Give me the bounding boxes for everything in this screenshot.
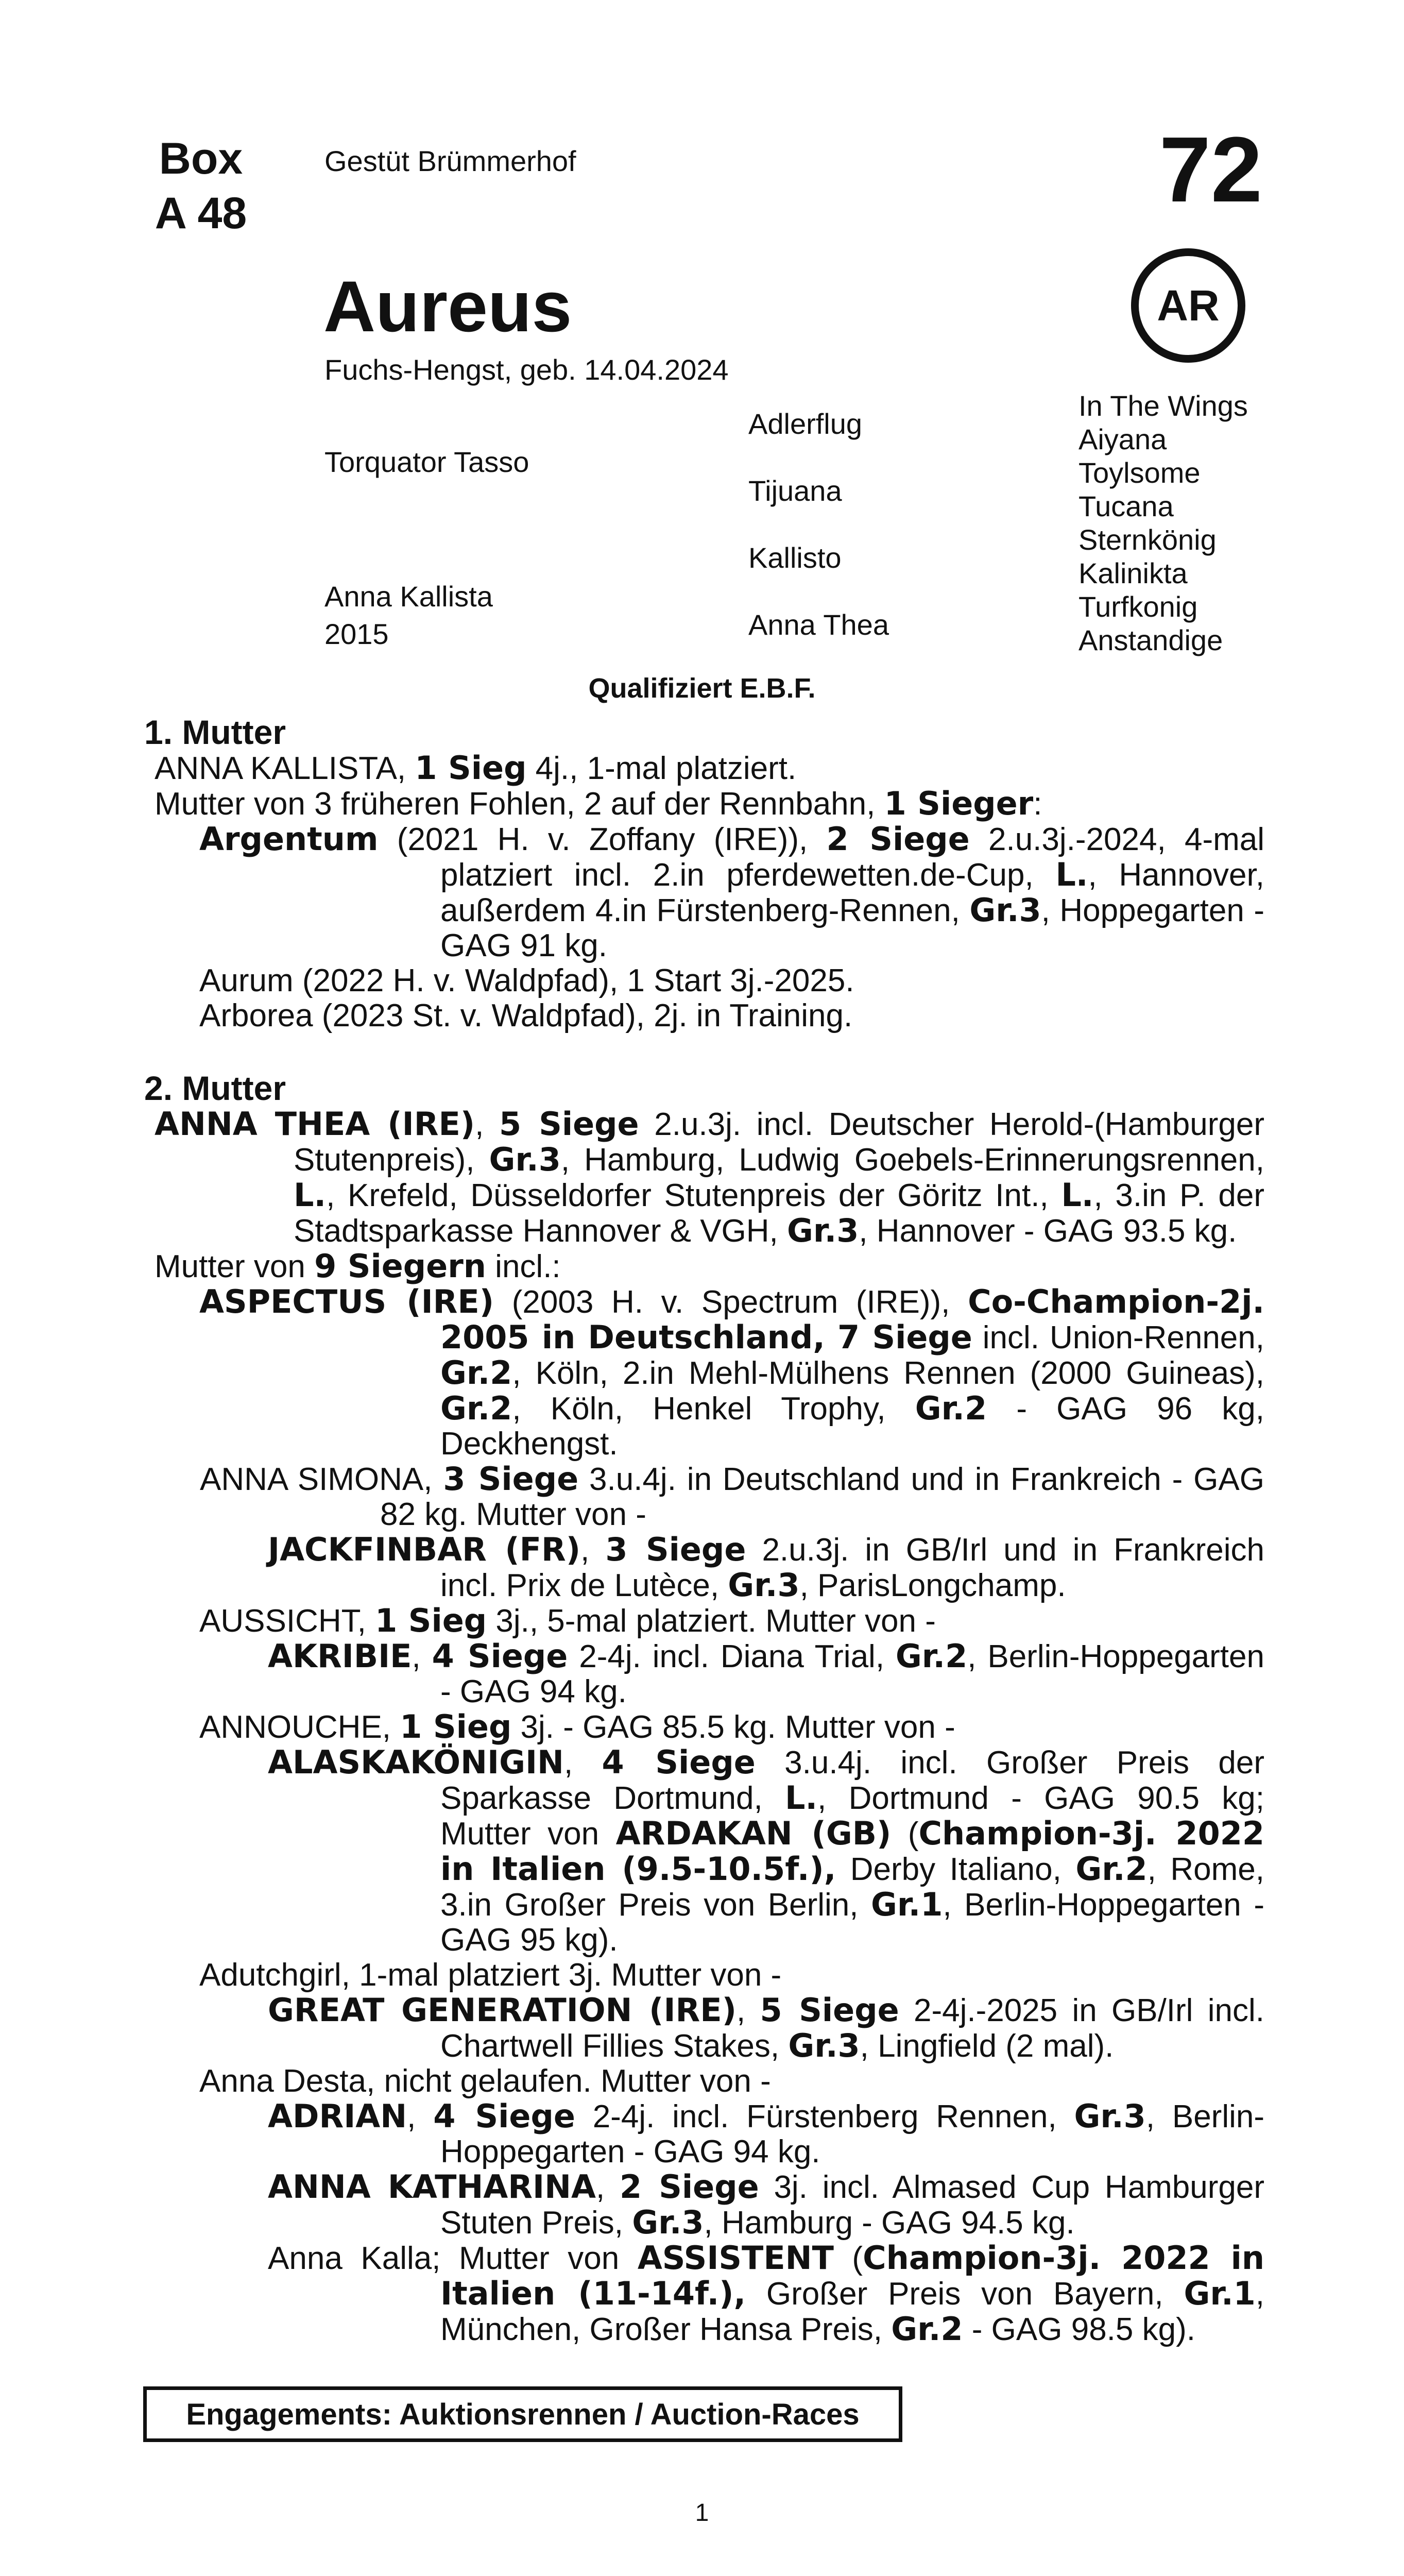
qualification-note: Qualifiziert E.B.F. bbox=[588, 673, 816, 704]
produce-entry-aspectus: ASPECTUS (IRE) (2003 H. v. Spectrum (IRE)), Co-Champion-2j. 2005 in Deutschland, 7 Siege incl. Union-Rennen, Gr.2, Köln, 2.in Mehl-Mülhens Rennen (2000 Guineas), Gr.2, Köln, Henkel Trophy, Gr.2 - GAG 96 kg, Deckhengst. bbox=[199, 1283, 1265, 1462]
page-number: 1 bbox=[695, 2499, 709, 2527]
produce-entry-adutchgirl: Adutchgirl, 1-mal platziert 3j. Mutter von - bbox=[199, 1957, 782, 1993]
pedigree-dam: Anna Kallista bbox=[324, 580, 493, 613]
second-dam-produce-summary: Mutter von 9 Siegern incl.: bbox=[155, 1247, 561, 1285]
pedigree-great-grandparent: In The Wings bbox=[1078, 389, 1248, 422]
produce-entry-arborea: Arborea (2023 St. v. Waldpfad), 2j. in Training. bbox=[199, 998, 853, 1033]
pedigree-sire: Torquator Tasso bbox=[324, 446, 529, 478]
engagements-label: Engagements: Auktionsrennen / Auction-Races bbox=[186, 2397, 860, 2431]
lot-number: 72 bbox=[1159, 118, 1262, 222]
box-number bbox=[134, 131, 268, 241]
horse-name: Aureus bbox=[323, 266, 572, 347]
produce-entry-anna-desta: Anna Desta, nicht gelaufen. Mutter von - bbox=[199, 2063, 771, 2099]
produce-entry-anna-simona: ANNA SIMONA, 3 Siege 3.u.4j. in Deutschland und in Frankreich - GAG 82 kg. Mutter von - bbox=[200, 1460, 1264, 1532]
pedigree-dam-year: 2015 bbox=[324, 618, 389, 650]
pedigree-grandparent: Tijuana bbox=[748, 474, 842, 507]
pedigree-great-grandparent: Aiyana bbox=[1078, 423, 1167, 455]
pedigree-great-grandparent: Toylsome bbox=[1078, 456, 1201, 489]
first-dam-produce-summary: Mutter von 3 früheren Fohlen, 2 auf der Rennbahn, 1 Sieger: bbox=[155, 785, 1042, 822]
pedigree-great-grandparent: Tucana bbox=[1078, 490, 1174, 522]
produce-entry-anna-kalla: Anna Kalla; Mutter von ASSISTENT (Champion-3j. 2022 in Italien (11-14f.), Großer Preis von Bayern, Gr.1, München, Großer Hansa Preis, Gr.2 - GAG 98.5 kg). bbox=[268, 2239, 1265, 2348]
second-dam-heading: 2. Mutter bbox=[144, 1069, 286, 1107]
produce-entry-argentum: Argentum (2021 H. v. Zoffany (IRE)), 2 Siege 2.u.3j.-2024, 4-mal platziert incl. 2.in pferdewetten.de-Cup, L., Hannover, außerdem 4.in Fürstenberg-Rennen, Gr.3, Hoppegarten - GAG 91 kg. bbox=[199, 820, 1264, 963]
catalogue-text bbox=[144, 714, 1264, 2347]
pedigree-grandparent: Kallisto bbox=[748, 541, 842, 574]
box-label: Box bbox=[159, 134, 243, 183]
pedigree-grandparent: Anna Thea bbox=[748, 608, 889, 641]
first-dam-record: ANNA KALLISTA, 1 Sieg 4j., 1-mal platziert. bbox=[155, 749, 797, 787]
box-id: A 48 bbox=[155, 189, 247, 238]
pedigree-great-grandparent: Turfkonig bbox=[1078, 590, 1198, 623]
produce-entry-jackfinbar: JACKFINBAR (FR), 3 Siege 2.u.3j. in GB/Irl und in Frankreich incl. Prix de Lutèce, Gr.3, ParisLongchamp. bbox=[268, 1531, 1264, 1604]
pedigree-great-grandparent: Kalinikta bbox=[1078, 557, 1188, 589]
breeder-name: Gestüt Brümmerhof bbox=[324, 145, 576, 177]
engagements-box bbox=[143, 2386, 902, 2442]
produce-entry-anna-katharina: ANNA KATHARINA, 2 Siege 3j. incl. Almased Cup Hamburger Stuten Preis, Gr.3, Hamburg - GAG 94.5 kg. bbox=[268, 2168, 1264, 2241]
produce-entry-annouche: ANNOUCHE, 1 Sieg 3j. - GAG 85.5 kg. Mutter von - bbox=[199, 1708, 955, 1745]
ar-badge-label: AR bbox=[1157, 281, 1220, 330]
pedigree-great-grandparent: Anstandige bbox=[1078, 624, 1223, 656]
produce-entry-alaskakoenigin: ALASKAKÖNIGIN, 4 Siege 3.u.4j. incl. Großer Preis der Sparkasse Dortmund, L., Dortmund - GAG 90.5 kg; Mutter von ARDAKAN (GB) (Champion-3j. 2022 in Italien (9.5-10.5f.), Derby Italiano, Gr.2, Rome, 3.in Großer Preis von Berlin, Gr.1, Berlin-Hoppegarten - GAG 95 kg). bbox=[268, 1743, 1264, 1958]
produce-entry-adrian: ADRIAN, 4 Siege 2-4j. incl. Fürstenberg Rennen, Gr.3, Berlin-Hoppegarten - GAG 94 kg. bbox=[268, 2097, 1265, 2170]
produce-entry-great-generation: GREAT GENERATION (IRE), 5 Siege 2-4j.-2025 in GB/Irl incl. Chartwell Fillies Stakes, Gr.3, Lingfield (2 mal). bbox=[268, 1991, 1264, 2064]
pedigree-great-grandparent: Sternkönig bbox=[1078, 523, 1217, 556]
produce-entry-aussicht: AUSSICHT, 1 Sieg 3j., 5-mal platziert. Mutter von - bbox=[199, 1602, 936, 1639]
produce-entry-akribie: AKRIBIE, 4 Siege 2-4j. incl. Diana Trial, Gr.2, Berlin-Hoppegarten - GAG 94 kg. bbox=[268, 1637, 1264, 1709]
ar-badge bbox=[1131, 248, 1245, 363]
first-dam-heading: 1. Mutter bbox=[144, 713, 286, 751]
produce-entry-aurum: Aurum (2022 H. v. Waldpfad), 1 Start 3j.-2025. bbox=[199, 963, 854, 998]
second-dam-record: ANNA THEA (IRE), 5 Siege 2.u.3j. incl. Deutscher Herold-(Hamburger Stutenpreis), Gr.3, Hamburg, Ludwig Goebels-Erinnerungsrennen, L., Krefeld, Düsseldorfer Stutenpreis der Göritz Int., L., 3.in P. der Stadtsparkasse Hannover & VGH, Gr.3, Hannover - GAG 93.5 kg. bbox=[155, 1105, 1264, 1249]
horse-details: Fuchs-Hengst, geb. 14.04.2024 bbox=[324, 353, 729, 386]
pedigree-great-grandparents bbox=[1078, 389, 1248, 657]
pedigree-grandparent: Adlerflug bbox=[748, 408, 863, 440]
